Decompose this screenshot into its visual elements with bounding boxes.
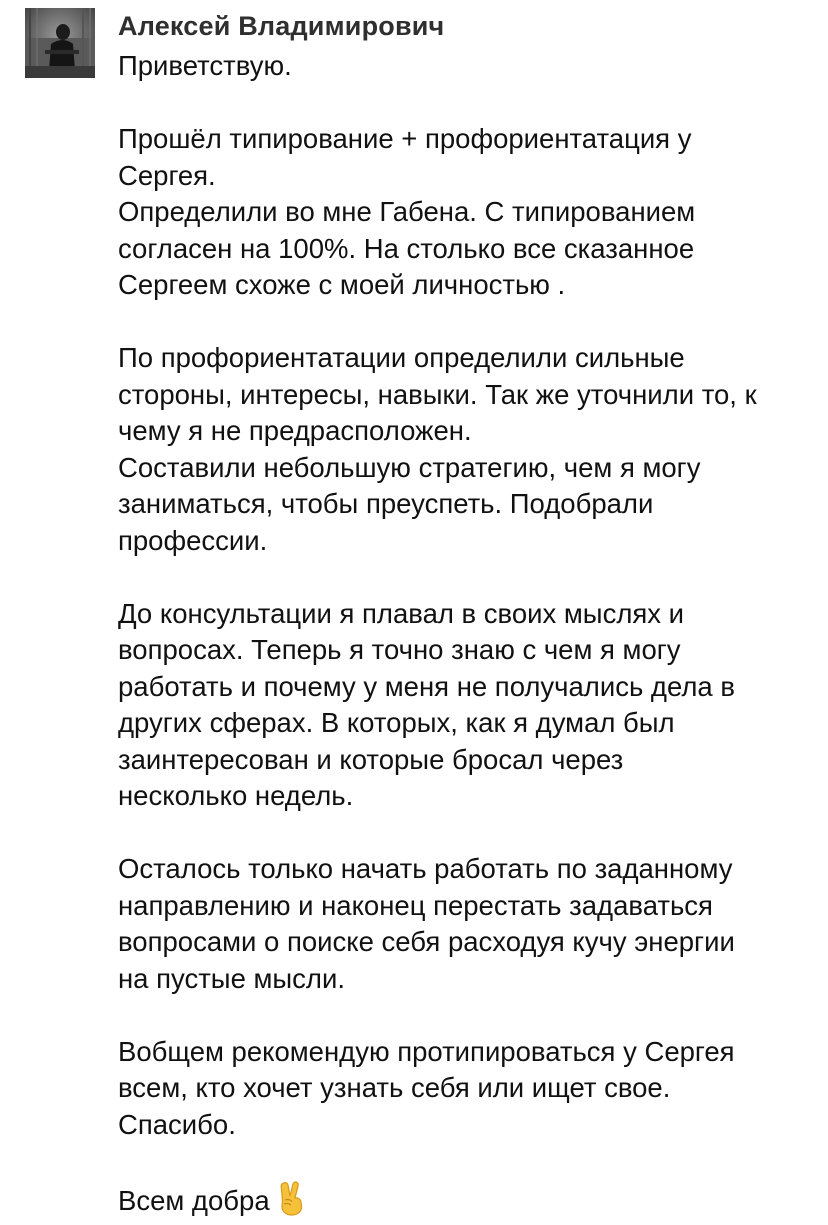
avatar-photo (25, 8, 95, 78)
text-line: работать и почему у меня не получались дела в (118, 669, 818, 706)
text-line: Сергея. (118, 158, 818, 195)
closing-line (118, 1180, 818, 1217)
avatar[interactable] (25, 8, 95, 78)
text-line: несколько недель. (118, 778, 818, 815)
text-line: Осталось только начать работать по заданному (118, 851, 818, 888)
victory-hand-icon (276, 1180, 306, 1225)
text-line: Вобщем рекомендую протипироваться у Сергея (118, 1034, 818, 1071)
text-line: Спасибо. (118, 1107, 818, 1144)
text-line: Прошёл типирование + профориентатация у (118, 121, 818, 158)
text-line: Сергеем схоже с моей личностью . (118, 267, 818, 304)
sender-name[interactable]: Алексей Владимирович (118, 8, 444, 44)
text-line: направлению и наконец перестать задаваться (118, 888, 818, 925)
closing-text: Всем добра (118, 1185, 270, 1216)
message-text (118, 48, 818, 1216)
text-line: Приветствую. (118, 48, 818, 85)
text-line: заниматься, чтобы преуспеть. Подобрали (118, 486, 818, 523)
text-line: заинтересован и которые бросал через (118, 742, 818, 779)
text-line: По профориентатации определили сильные (118, 340, 818, 377)
text-line: профессии. (118, 523, 818, 560)
text-line: вопросами о поиске себя расходуя кучу энергии (118, 924, 818, 961)
text-line: согласен на 100%. На столько все сказанное (118, 231, 818, 268)
text-line: чему я не предрасположен. (118, 413, 818, 450)
text-line: Составили небольшую стратегию, чем я могу (118, 450, 818, 487)
text-line: До консультации я плавал в своих мыслях и (118, 596, 818, 633)
text-line: всем, кто хочет узнать себя или ищет свое. (118, 1070, 818, 1107)
text-line: стороны, интересы, навыки. Так же уточнили то, к (118, 377, 818, 414)
text-line: вопросах. Теперь я точно знаю с чем я могу (118, 632, 818, 669)
text-line: других сферах. В которых, как я думал был (118, 705, 818, 742)
text-line: на пустые мысли. (118, 961, 818, 998)
text-line: Определили во мне Габена. С типированием (118, 194, 818, 231)
